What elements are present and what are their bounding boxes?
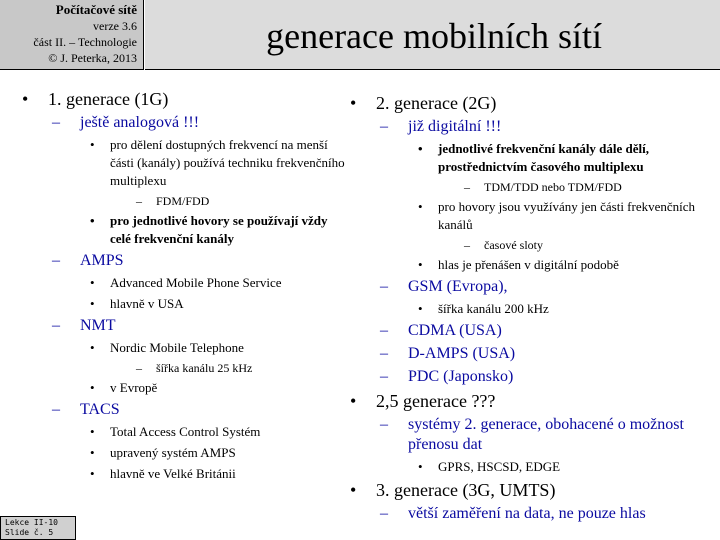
list-item-gsm: – GSM (Evropa), bbox=[348, 277, 714, 297]
list-item-cdma: – CDMA (USA) bbox=[348, 321, 714, 341]
list-item-2-5g: • 2,5 generace ??? bbox=[348, 390, 714, 412]
list-item-3g: • 3. generace (3G, UMTS) bbox=[348, 479, 714, 501]
course-version: verze 3.6 bbox=[93, 19, 137, 33]
course-author: © J. Peterka, 2013 bbox=[48, 51, 137, 65]
course-part: část II. – Technologie bbox=[33, 35, 137, 49]
slide-info-box bbox=[0, 516, 76, 540]
list-item-1g-fdm-fdd: – FDM/FDD bbox=[20, 193, 350, 209]
list-item-2g: • 2. generace (2G) bbox=[348, 92, 714, 114]
list-item-1g-fdm: • pro dělení dostupných frekvencí na menší části (kanály) používá techniku frekvenčního multiplexu bbox=[20, 136, 350, 190]
title-bar bbox=[145, 0, 720, 70]
lesson-label: Lekce II-10 bbox=[5, 518, 58, 527]
list-item-1g-whole-channels: • pro jednotlivé hovory se používají vždy celé frekvenční kanály bbox=[20, 212, 350, 248]
list-item-tacs: – TACS bbox=[20, 400, 350, 420]
list-item-2g-tdm: • jednotlivé frekvenční kanály dále dělí, prostřednictvím časového multiplexu bbox=[348, 140, 714, 176]
list-item-2-5g-data: – systémy 2. generace, obohacené o možnost přenosu dat bbox=[348, 415, 714, 455]
left-column bbox=[20, 88, 350, 486]
list-item-pdc: – PDC (Japonsko) bbox=[348, 367, 714, 387]
list-item-2g-slots: – časové sloty bbox=[348, 237, 714, 253]
slide-number: Slide č. 5 bbox=[5, 528, 54, 537]
list-item-3g-data: – větší zaměření na data, ne pouze hlas bbox=[348, 504, 714, 524]
list-item-1g: • 1. generace (1G) bbox=[20, 88, 350, 110]
right-column bbox=[348, 92, 714, 527]
list-item-gsm-width: • šířka kanálu 200 kHz bbox=[348, 300, 714, 318]
list-item-amps-name: • Advanced Mobile Phone Service bbox=[20, 274, 350, 292]
list-item-2g-parts: • pro hovory jsou využívány jen části frekvenčních kanálů bbox=[348, 198, 714, 234]
list-item-damps: – D-AMPS (USA) bbox=[348, 344, 714, 364]
page-title: generace mobilních sítí bbox=[266, 16, 602, 56]
course-title: Počítačové sítě bbox=[55, 2, 137, 17]
list-item-tacs-uk: • hlavně ve Velké Británii bbox=[20, 465, 350, 483]
list-item-amps-usa: • hlavně v USA bbox=[20, 295, 350, 313]
list-item-amps: – AMPS bbox=[20, 251, 350, 271]
list-item-tacs-name: • Total Access Control Systém bbox=[20, 423, 350, 441]
list-item-nmt: – NMT bbox=[20, 316, 350, 336]
list-item-2-5g-tech: • GPRS, HSCSD, EDGE bbox=[348, 458, 714, 476]
list-item-nmt-name: • Nordic Mobile Telephone bbox=[20, 339, 350, 357]
course-info-box bbox=[0, 0, 144, 70]
list-item-1g-analog: – ještě analogová !!! bbox=[20, 113, 350, 133]
list-item-nmt-europe: • v Evropě bbox=[20, 379, 350, 397]
list-item-2g-digital: – již digitální !!! bbox=[348, 117, 714, 137]
list-item-2g-tdm-tdd: – TDM/TDD nebo TDM/FDD bbox=[348, 179, 714, 195]
list-item-nmt-width: – šířka kanálu 25 kHz bbox=[20, 360, 350, 376]
list-item-tacs-amps: • upravený systém AMPS bbox=[20, 444, 350, 462]
list-item-2g-voice: • hlas je přenášen v digitální podobě bbox=[348, 256, 714, 274]
